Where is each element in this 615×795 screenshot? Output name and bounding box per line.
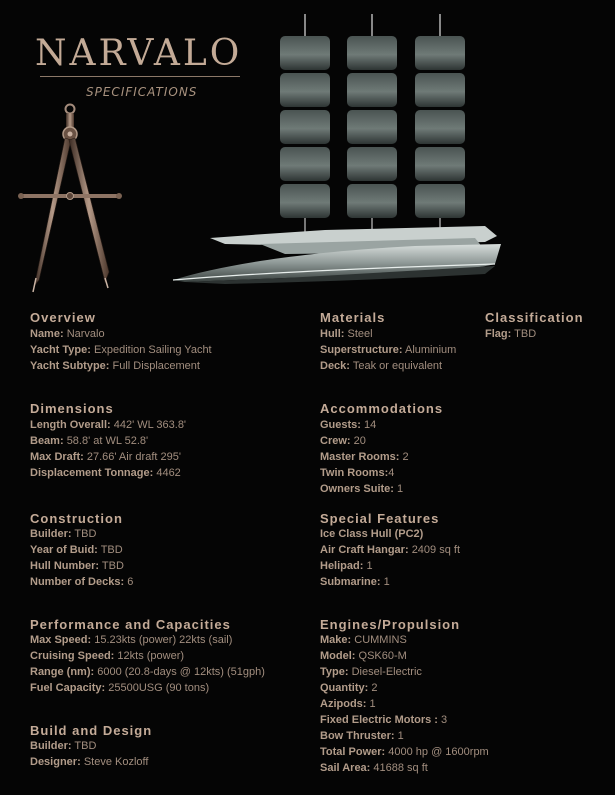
engines-heading: Engines/Propulsion <box>320 617 461 632</box>
materials-heading: Materials <box>320 310 386 325</box>
spec-row: Name: Narvalo <box>30 328 105 340</box>
classification-heading: Classification <box>485 310 584 325</box>
spec-row: Yacht Subtype: Full Displacement <box>30 360 200 372</box>
materials-list <box>320 326 456 374</box>
spec-row: Displacement Tonnage: 4462 <box>30 467 181 479</box>
spec-row: Ice Class Hull (PC2) <box>320 528 424 540</box>
spec-row: Cruising Speed: 12kts (power) <box>30 650 185 662</box>
accommodations-list <box>320 417 409 497</box>
spec-row: Yacht Type: Expedition Sailing Yacht <box>30 344 212 356</box>
spec-row: Make: CUMMINS <box>320 634 407 646</box>
spec-row: Sail Area: 41688 sq ft <box>320 762 428 774</box>
construction-heading: Construction <box>30 511 123 526</box>
spec-row: Azipods: 1 <box>320 698 376 710</box>
overview-list <box>30 326 212 374</box>
spec-row: Air Craft Hangar: 2409 sq ft <box>320 544 461 556</box>
spec-row: Quantity: 2 <box>320 682 378 694</box>
special-features-heading: Special Features <box>320 511 440 526</box>
spec-row: Flag: TBD <box>485 328 537 340</box>
spec-row: Guests: 14 <box>320 419 377 431</box>
dimensions-list <box>30 417 186 481</box>
spec-row: Max Draft: 27.66' Air draft 295' <box>30 451 181 463</box>
spec-row: Hull Number: TBD <box>30 560 124 572</box>
spec-row: Designer: Steve Kozloff <box>30 756 149 768</box>
spec-row: Crew: 20 <box>320 435 366 447</box>
performance-heading: Performance and Capacities <box>30 617 231 632</box>
construction-list <box>30 526 133 590</box>
engines-list <box>320 632 489 776</box>
build-design-heading: Build and Design <box>30 723 153 738</box>
spec-row: Fuel Capacity: 25500USG (90 tons) <box>30 682 210 694</box>
spec-row: Total Power: 4000 hp @ 1600rpm <box>320 746 489 758</box>
spec-row: Number of Decks: 6 <box>30 576 134 588</box>
spec-row: Beam: 58.8' at WL 52.8' <box>30 435 149 447</box>
spec-row: Max Speed: 15.23kts (power) 22kts (sail) <box>30 634 233 646</box>
spec-row: Model: QSK60-M <box>320 650 407 662</box>
overview-heading: Overview <box>30 310 96 325</box>
special-features-list <box>320 526 460 590</box>
accommodations-heading: Accommodations <box>320 401 444 416</box>
dimensions-heading: Dimensions <box>30 401 114 416</box>
spec-row: Hull: Steel <box>320 328 373 340</box>
spec-row: Submarine: 1 <box>320 576 390 588</box>
spec-row: Bow Thruster: 1 <box>320 730 404 742</box>
spec-row: Length Overall: 442' WL 363.8' <box>30 419 187 431</box>
spec-row: Superstructure: Aluminium <box>320 344 457 356</box>
page-subtitle: SPECIFICATIONS <box>86 85 198 99</box>
build-design-list <box>30 738 148 770</box>
spec-row: Builder: TBD <box>30 740 97 752</box>
sailing-yacht-illustration <box>165 12 505 302</box>
spec-row: Fixed Electric Motors : 3 <box>320 714 448 726</box>
page-title: NARVALO <box>35 33 243 74</box>
spec-row: Owners Suite: 1 <box>320 483 404 495</box>
spec-row: Master Rooms: 2 <box>320 451 409 463</box>
spec-row: Year of Buid: TBD <box>30 544 123 556</box>
spec-row: Deck: Teak or equivalent <box>320 360 443 372</box>
spec-row: Range (nm): 6000 (20.8-days @ 12kts) (51gph) <box>30 666 265 678</box>
classification-list <box>485 326 536 342</box>
spec-row: Helipad: 1 <box>320 560 373 572</box>
drafting-compass-icon <box>15 100 125 300</box>
performance-list <box>30 632 265 696</box>
spec-row: Type: Diesel-Electric <box>320 666 422 678</box>
spec-row: Twin Rooms:4 <box>320 467 395 479</box>
spec-row: Builder: TBD <box>30 528 97 540</box>
